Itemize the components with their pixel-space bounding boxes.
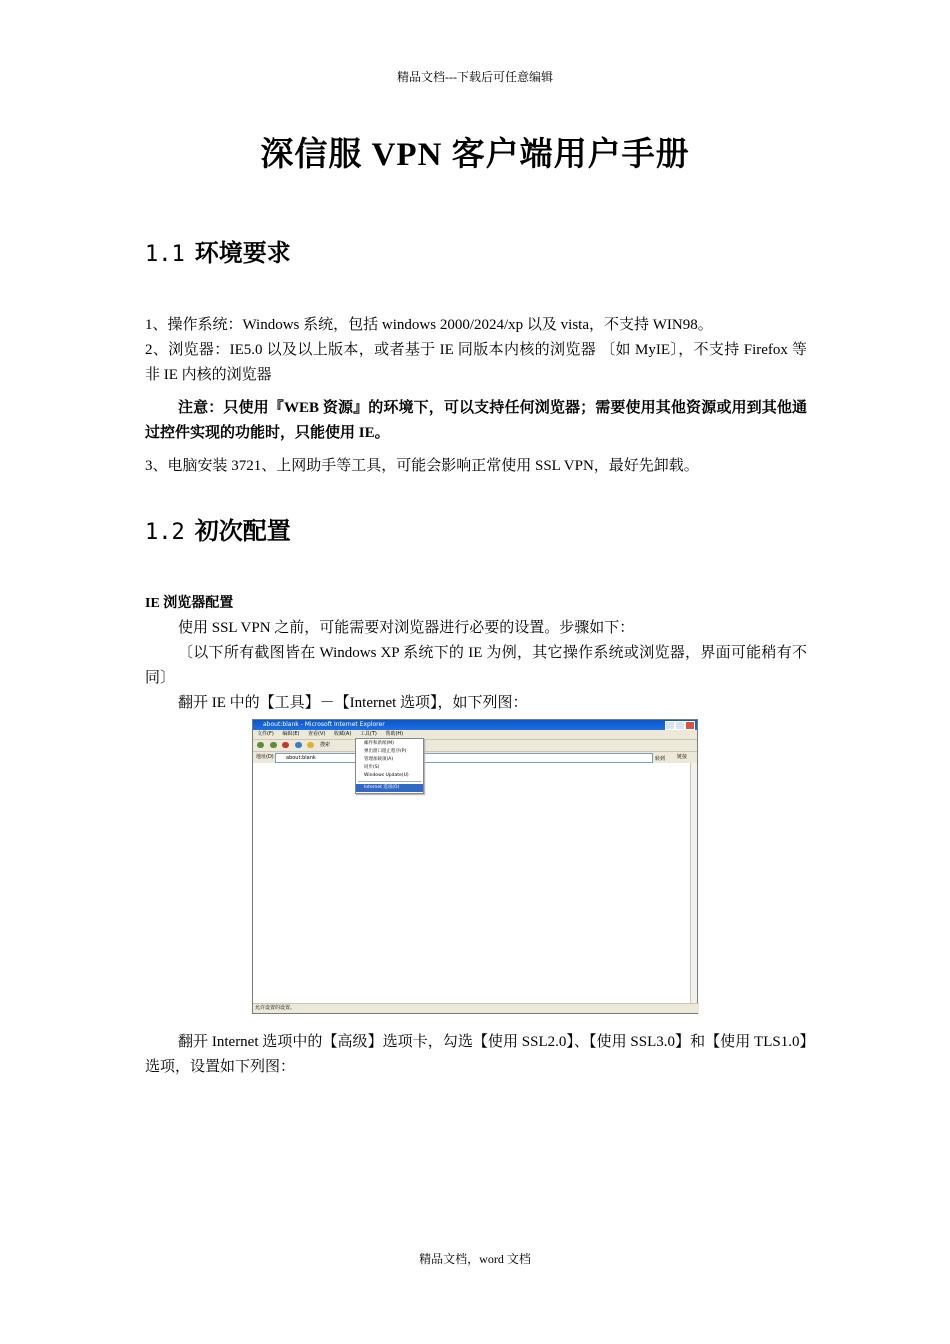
tools-menu-item-internet-options: Internet 选项(O)	[356, 784, 423, 792]
section-title: 初次配置	[194, 519, 291, 545]
search-label: 搜索	[319, 742, 330, 748]
tools-menu-item: 弹出窗口阻止程序(P)	[364, 749, 407, 754]
menu-separator	[358, 781, 421, 783]
ie-toolbar	[253, 740, 697, 752]
section-heading-env	[145, 233, 291, 268]
document-title: 深信服 VPN 客户端用户手册	[260, 137, 690, 173]
stop-icon	[282, 742, 289, 748]
env-note: 注意：只使用『WEB 资源』的环境下，可以支持任何浏览器；需要使用其他资源或用到其他通过控件实现的功能时，只能使用 IE。	[145, 400, 807, 441]
back-icon	[257, 742, 264, 748]
page-header: 精品文档---下载后可任意编辑	[397, 70, 553, 84]
section-number: 1.2	[145, 520, 185, 545]
tools-dropdown-menu	[355, 738, 424, 794]
menu-favorites: 收藏(A)	[333, 731, 352, 737]
section-heading-config	[145, 511, 291, 546]
ie-window-title: about:blank - Microsoft Internet Explorer	[263, 721, 385, 728]
env-item-os: 1、操作系统：Windows 系统，包括 windows 2000/2024/xp 以及 vista，不支持 WIN98。	[145, 317, 713, 333]
env-item-tools: 3、电脑安装 3721、上网助手等工具，可能会影响正常使用 SSL VPN，最好先卸载。	[145, 458, 699, 474]
home-icon	[307, 742, 314, 748]
ie-page-content	[253, 763, 690, 1003]
tools-menu-item: 同步(S)	[364, 765, 380, 770]
refresh-icon	[295, 742, 302, 748]
links-label: 链接	[677, 754, 688, 760]
ie-config-note: 〔以下所有截图皆在 Windows XP 系统下的 IE 为例，其它操作系统或浏览器，界面可能稍有不同〕	[145, 645, 807, 686]
ie-screenshot	[252, 719, 698, 1014]
close-icon	[685, 721, 695, 730]
menu-edit: 编辑(E)	[282, 731, 300, 737]
page-footer: 精品文档，word 文档	[419, 1252, 531, 1266]
menu-help: 帮助(H)	[385, 731, 404, 737]
ie-title-bar	[253, 720, 697, 730]
tools-menu-item: Windows Update(U)	[364, 773, 409, 778]
ie-config-step1: 翻开 IE 中的【工具】－【Internet 选项】，如下列图：	[178, 695, 528, 711]
ie-config-subheading: IE 浏览器配置	[145, 596, 234, 611]
ie-config-intro: 使用 SSL VPN 之前，可能需要对浏览器进行必要的设置。步骤如下：	[178, 620, 635, 636]
ie-scrollbar	[690, 763, 697, 1003]
menu-view: 查看(V)	[308, 731, 326, 737]
menu-file: 文件(F)	[257, 731, 274, 737]
address-label: 地址(D)	[256, 754, 274, 760]
ie-menu-bar	[253, 730, 697, 740]
env-item-browser: 2、浏览器：IE5.0 以及以上版本，或者基于 IE 同版本内核的浏览器 〔如 MyIE〕，不支持 Firefox 等非 IE 内核的浏览器	[145, 342, 807, 383]
forward-icon	[270, 742, 277, 748]
tools-menu-item: 管理加载项(A)	[364, 757, 394, 762]
go-button: 转到	[655, 756, 666, 762]
address-field: about:blank	[275, 753, 653, 763]
section-title: 环境要求	[194, 241, 291, 267]
ie-status-bar: 允许设置的设置。	[253, 1003, 699, 1013]
menu-tools: 工具(T)	[359, 731, 377, 737]
ie-config-step2: 翻开 Internet 选项中的【高级】选项卡，勾选【使用 SSL2.0】、【使用 SSL3.0】和【使用 TLS1.0】选项，设置如下列图：	[145, 1034, 807, 1075]
tools-menu-item: 邮件和新闻(M)	[364, 741, 394, 746]
maximize-icon	[675, 721, 685, 730]
section-number: 1.1	[145, 242, 185, 267]
minimize-icon	[665, 721, 675, 730]
